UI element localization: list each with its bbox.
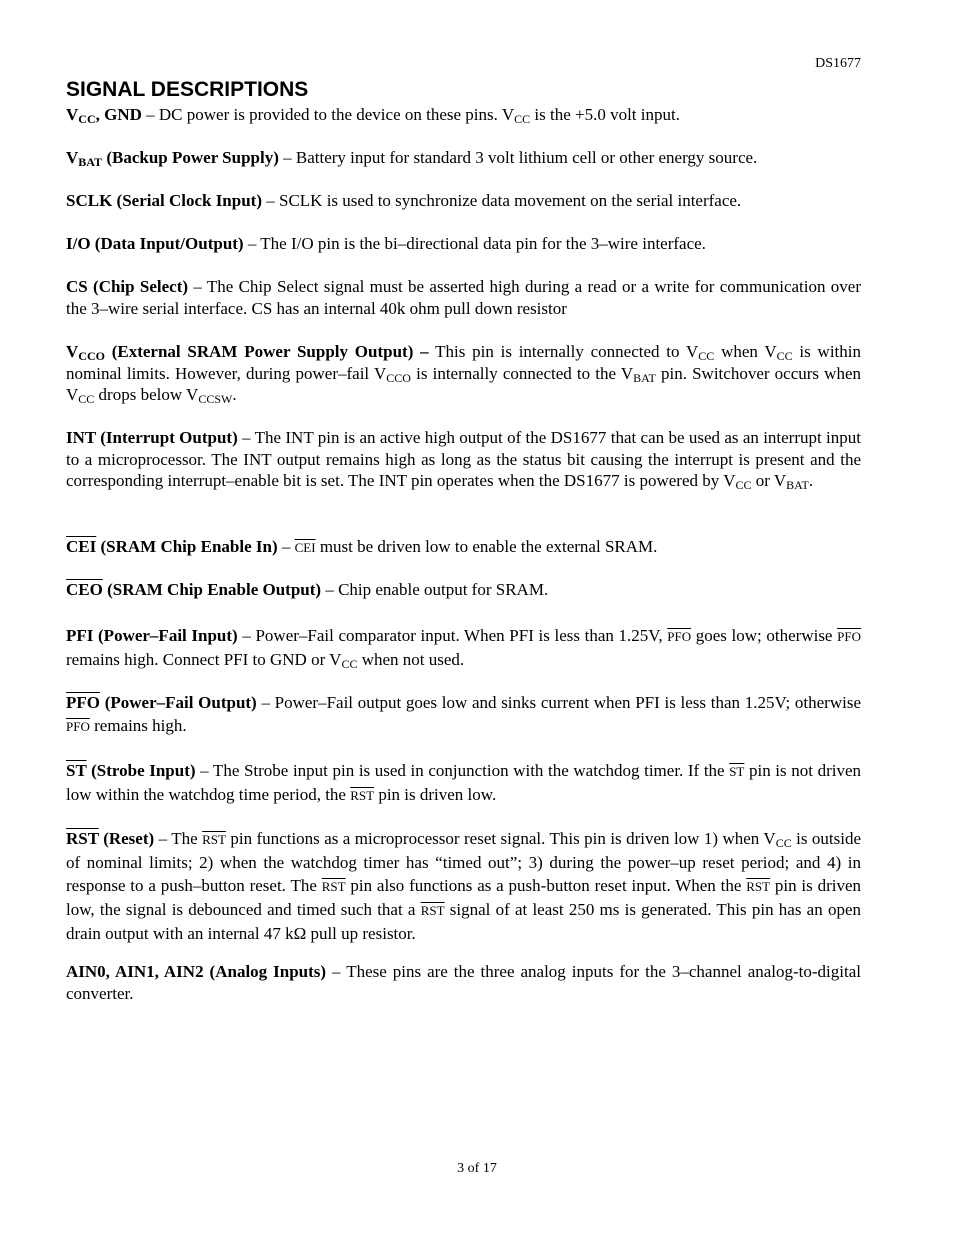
signal-pfi: [66, 624, 861, 671]
page-header-doc-id: DS1677: [815, 56, 861, 71]
signal-term: INT (Interrupt Output): [66, 428, 238, 447]
signal-ref: $\overline{RST}$: [202, 832, 226, 847]
signal-term: [66, 580, 321, 599]
signal-term: [66, 537, 278, 556]
term-overbar-text: $\overline{CEI}$: [66, 537, 97, 556]
term-text: (Reset): [98, 829, 155, 848]
signal-term: AIN0, AIN1, AIN2 (Analog Inputs): [66, 962, 327, 981]
signal-ref: $\overline{PFO}$: [66, 719, 90, 734]
term-text: V: [66, 148, 79, 167]
signal-ref: $\overline{PFO}$: [667, 629, 692, 644]
page-number: 3 of 17: [457, 1161, 497, 1176]
desc-text: is outside of nominal limits; 2) when the watchdog timer has “timed out”; 3) during the power–up reset period; and 4) in response to a push–button reset. The: [66, 829, 862, 895]
desc-text: – The: [154, 829, 203, 848]
desc-text: drops below V: [94, 385, 199, 404]
term-text: (Strobe Input): [86, 761, 196, 780]
desc-text: goes low; otherwise: [691, 626, 838, 645]
desc-text: remains high. Connect PFI to GND or V: [66, 650, 342, 669]
term-text: , GND: [95, 105, 142, 124]
desc-text: or V: [751, 471, 787, 490]
desc-text: pin also functions as a push-button reset input. When the: [345, 876, 747, 895]
signal-ain: [66, 961, 861, 1004]
signal-int: [66, 427, 861, 492]
desc-text: is internally connected to the V: [410, 363, 634, 383]
signal-ref: $\overline{RST}$: [420, 903, 445, 918]
term-text: (Backup Power Supply): [102, 148, 279, 167]
term-overbar-text: $\overline{PFO}$: [66, 693, 100, 712]
signal-ref: $\overline{RST}$: [350, 788, 375, 803]
term-overbar-text: $\overline{RST}$: [66, 829, 99, 848]
term-text: V: [66, 342, 79, 361]
signal-term: [66, 105, 142, 124]
signal-ceo: [66, 579, 861, 601]
desc-text: is the +5.0 volt input.: [530, 105, 680, 124]
signal-term: SCLK (Serial Clock Input): [66, 191, 262, 210]
signal-term: [66, 829, 154, 848]
desc-subscript: CCSW: [198, 392, 233, 406]
signal-pfo: [66, 691, 861, 738]
desc-text: – Power–Fail output goes low and sinks current when PFI is less than 1.25V; otherwise: [256, 693, 861, 712]
desc-text: This pin is internally connected to V: [428, 342, 699, 361]
desc-text: – The INT pin is an active high output of the DS1677 that can be used as an interrupt input to a microprocessor. The INT output remains high as long as the status bit causing the interrupt is present and the corresponding interrupt–enable bit is set. The INT pin operates when the DS1677 is powered by V: [66, 428, 862, 490]
desc-text: – SCLK is used to synchronize data movement on the serial interface.: [262, 191, 742, 210]
signal-ref: $\overline{CEI}$: [294, 540, 316, 555]
term-subscript: CC: [78, 112, 96, 126]
desc-text: pin. Switchover occurs when V: [66, 363, 862, 404]
desc-text: – The I/O pin is the bi–directional data pin for the 3–wire interface.: [243, 234, 706, 253]
desc-subscript: CC: [735, 478, 752, 492]
signal-term: [66, 342, 429, 361]
signal-ref: $\overline{PFO}$: [837, 629, 861, 644]
signal-ref: $\overline{RST}$: [746, 879, 771, 894]
term-text: (SRAM Chip Enable Output): [102, 580, 322, 599]
signal-term: [66, 148, 279, 167]
desc-text: pin is not driven low within the watchdog time period, the: [66, 761, 861, 804]
desc-text: – Battery input for standard 3 volt lithium cell or other energy source.: [278, 148, 758, 167]
term-overbar-text: $\overline{CEO}$: [66, 580, 103, 599]
desc-text: when not used.: [357, 650, 465, 669]
signal-ref: $\overline{RST}$: [321, 879, 346, 894]
desc-subscript: CC: [776, 349, 793, 363]
desc-text: –: [277, 537, 295, 556]
desc-text: pin functions as a microprocessor reset signal. This pin is driven low 1) when V: [225, 829, 776, 848]
signal-term: [66, 693, 257, 712]
term-text: (SRAM Chip Enable In): [96, 537, 278, 556]
desc-subscript: BAT: [633, 370, 656, 385]
signal-cs: [66, 276, 861, 319]
desc-subscript: CCO: [386, 370, 411, 385]
desc-text: pin is driven low, the signal is debounced and timed such that a: [66, 876, 861, 919]
desc-text: when V: [714, 342, 777, 361]
desc-text: is within nominal limits. However, during power–fail V: [66, 342, 861, 383]
term-subscript: CCO: [78, 349, 105, 363]
signal-cei: [66, 536, 861, 559]
signal-ref: $\overline{ST}$: [729, 764, 745, 779]
desc-subscript: BAT: [786, 478, 809, 492]
desc-text: .: [232, 385, 237, 404]
signal-io: [66, 233, 861, 255]
signal-vcc-gnd: [66, 104, 861, 126]
desc-text: must be driven low to enable the external SRAM.: [315, 537, 658, 556]
signal-st: [66, 759, 861, 807]
desc-text: remains high.: [89, 716, 187, 735]
desc-subscript: CC: [698, 349, 715, 363]
page-title: SIGNAL DESCRIPTIONS: [66, 78, 309, 101]
term-subscript: BAT: [78, 155, 103, 169]
signal-rst: [66, 827, 861, 945]
term-text: (Power–Fail Output): [100, 693, 257, 712]
desc-text: signal of at least 250 ms is generated. This pin has an open drain output with an internal 47 kΩ pull up resistor.: [66, 900, 861, 943]
signal-vcco: [66, 341, 861, 406]
signal-term: [66, 761, 196, 780]
desc-subscript: CC: [514, 112, 531, 126]
desc-text: – These pins are the three analog inputs for the 3–channel analog-to-digital converter.: [66, 962, 861, 1003]
term-text: V: [66, 105, 79, 124]
desc-subscript: CC: [775, 836, 792, 850]
desc-text: .: [808, 471, 814, 490]
term-overbar-text: $\overline{ST}$: [66, 761, 87, 780]
term-text: (External SRAM Power Supply Output) –: [104, 342, 429, 361]
desc-text: pin is driven low.: [374, 785, 497, 804]
desc-subscript: CC: [341, 657, 358, 671]
signal-term: PFI (Power–Fail Input): [66, 626, 238, 645]
signal-sclk: [66, 190, 861, 212]
desc-subscript: CC: [78, 392, 95, 406]
signal-vbat: [66, 147, 861, 169]
desc-text: – Chip enable output for SRAM.: [321, 580, 549, 599]
signal-term: CS (Chip Select): [66, 277, 189, 296]
desc-text: – DC power is provided to the device on these pins. V: [141, 105, 515, 124]
desc-text: – The Strobe input pin is used in conjunction with the watchdog timer. If the: [195, 761, 730, 780]
signal-term: I/O (Data Input/Output): [66, 234, 244, 253]
desc-text: – Power–Fail comparator input. When PFI is less than 1.25V,: [237, 626, 668, 645]
desc-text: – The Chip Select signal must be asserted high during a read or a write for communication over the 3–wire serial interface. CS has an internal 40k ohm pull down resistor: [66, 277, 861, 318]
